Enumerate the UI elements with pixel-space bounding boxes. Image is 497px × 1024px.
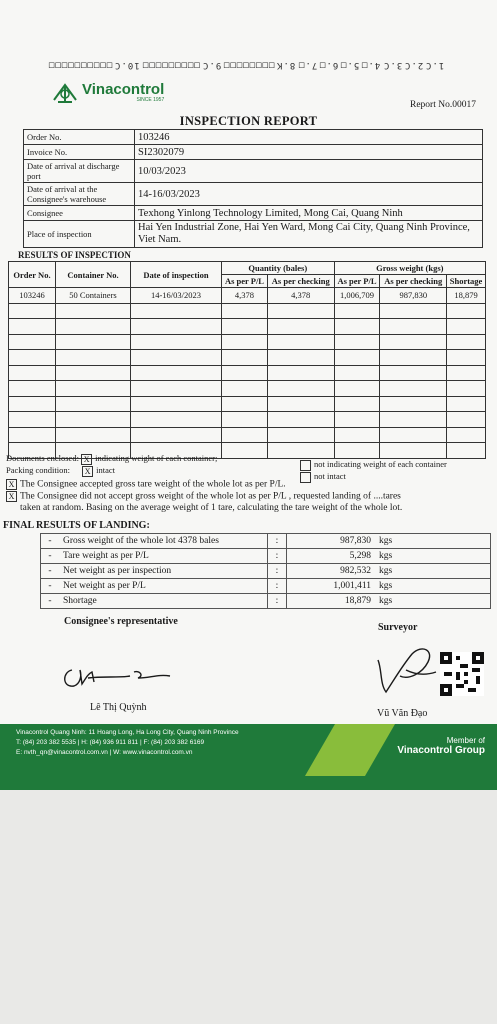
final-dash: - — [41, 549, 60, 564]
header-value: 10/03/2023 — [135, 160, 483, 183]
consignee-representative-label: Consignee's representative — [64, 616, 178, 627]
empty-cell — [267, 319, 334, 335]
checkbox-indicating-weight[interactable]: X — [81, 454, 92, 465]
empty-cell — [222, 303, 268, 319]
empty-cell — [380, 381, 447, 397]
footer-line: T: (84) 203 382 5535 | H: (84) 936 911 811 | F: (84) 203 382 6169 — [16, 739, 205, 746]
final-unit: kgs — [375, 579, 491, 594]
empty-cell — [334, 365, 380, 381]
col-header: Shortage — [447, 275, 486, 288]
empty-cell — [222, 381, 268, 397]
final-row — [41, 579, 491, 594]
empty-cell — [267, 381, 334, 397]
final-row — [41, 564, 491, 579]
empty-cell — [56, 381, 131, 397]
empty-cell — [447, 396, 486, 412]
empty-cell — [131, 303, 222, 319]
header-row — [24, 145, 483, 160]
empty-cell — [56, 334, 131, 350]
page-title: INSPECTION REPORT — [179, 114, 318, 128]
table-cell: 4,378 — [222, 288, 268, 304]
consignee-rejected-text: The Consignee did not accept gross weight of the whole lot as per P/L , requested landing of ....tares — [20, 491, 401, 502]
empty-cell — [447, 334, 486, 350]
final-value: 987,830 — [287, 534, 376, 549]
bleed-mark: 3.C — [382, 60, 402, 70]
col-header: As per P/L — [222, 275, 268, 288]
empty-cell — [447, 365, 486, 381]
empty-cell — [267, 427, 334, 443]
empty-table-row — [9, 303, 486, 319]
final-label: Tare weight as per P/L — [59, 549, 268, 564]
table-cell: 18,879 — [447, 288, 486, 304]
final-unit: kgs — [375, 549, 491, 564]
documents-enclosed-line — [6, 453, 217, 465]
final-value: 982,532 — [287, 564, 376, 579]
header-row — [24, 206, 483, 221]
empty-cell — [9, 319, 56, 335]
final-label: Shortage — [59, 594, 268, 609]
empty-cell — [447, 319, 486, 335]
results-title: RESULTS OF INSPECTION — [18, 250, 131, 260]
final-dash: - — [41, 579, 60, 594]
header-label: Invoice No. — [24, 145, 135, 160]
header-value: 14-16/03/2023 — [135, 183, 483, 206]
empty-cell — [9, 412, 56, 428]
surveyor-signature — [372, 640, 442, 700]
empty-cell — [222, 319, 268, 335]
empty-cell — [334, 319, 380, 335]
empty-cell — [334, 334, 380, 350]
bleed-mark: 10.C — [114, 60, 140, 70]
empty-cell — [380, 427, 447, 443]
col-header: Date of inspection — [131, 262, 222, 288]
documents-not-indicating-line — [300, 459, 447, 471]
empty-cell — [56, 412, 131, 428]
final-dash: - — [41, 594, 60, 609]
consignee-name: Lê Thị Quỳnh — [90, 702, 147, 713]
report-number: Report No.00017 — [410, 100, 476, 110]
packing-label: Packing condition: — [6, 465, 70, 475]
brand-name: Vinacontrol — [82, 81, 165, 98]
checkbox-label: indicating weight of each container; — [95, 453, 218, 463]
empty-table-row — [9, 381, 486, 397]
final-value: 5,298 — [287, 549, 376, 564]
empty-cell — [334, 396, 380, 412]
empty-cell — [131, 365, 222, 381]
footer-band — [0, 724, 497, 790]
scales-logo-icon — [52, 82, 78, 104]
empty-cell — [222, 427, 268, 443]
empty-cell — [56, 319, 131, 335]
empty-cell — [380, 443, 447, 459]
empty-cell — [380, 303, 447, 319]
empty-cell — [9, 381, 56, 397]
header-value: SI2302079 — [135, 145, 483, 160]
bleed-mark: 7.□ — [297, 60, 317, 70]
header-row — [24, 160, 483, 183]
header-label: Consignee — [24, 206, 135, 221]
empty-cell — [9, 350, 56, 366]
table-cell: 50 Containers — [56, 288, 131, 304]
bleed-mark: □□□□□□□□□□ — [48, 60, 113, 70]
empty-cell — [447, 303, 486, 319]
col-header: Order No. — [9, 262, 56, 288]
empty-cell — [267, 443, 334, 459]
checkbox-label: not intact — [314, 471, 346, 481]
empty-cell — [9, 396, 56, 412]
consignee-rejected-line — [6, 491, 486, 503]
final-dash: - — [41, 564, 60, 579]
empty-cell — [334, 381, 380, 397]
header-value: 103246 — [135, 130, 483, 145]
empty-cell — [447, 427, 486, 443]
empty-cell — [9, 427, 56, 443]
empty-cell — [380, 396, 447, 412]
empty-cell — [222, 396, 268, 412]
final-unit: kgs — [375, 594, 491, 609]
final-colon: : — [268, 579, 287, 594]
checkbox-consignee-accepted[interactable]: X — [6, 479, 17, 490]
final-value: 18,879 — [287, 594, 376, 609]
empty-cell — [267, 365, 334, 381]
empty-cell — [267, 350, 334, 366]
empty-table-row — [9, 365, 486, 381]
documents-label: Documents enclosed: — [6, 453, 79, 463]
empty-cell — [56, 396, 131, 412]
member-group-name: Vinacontrol Group — [397, 745, 485, 756]
col-header: As per P/L — [334, 275, 380, 288]
empty-cell — [447, 381, 486, 397]
bleed-mark: 6.□ — [318, 60, 339, 70]
footer-address — [16, 728, 239, 758]
empty-cell — [131, 396, 222, 412]
table-cell: 987,830 — [380, 288, 447, 304]
bleed-mark: 9.C — [201, 60, 221, 70]
checkbox-not-indicating-weight[interactable] — [300, 460, 311, 471]
empty-cell — [334, 412, 380, 428]
footer-line: Vinacontrol Quang Ninh: 11 Hoang Long, Ha Long City, Quang Ninh Province — [16, 729, 239, 736]
empty-cell — [222, 350, 268, 366]
results-table — [8, 261, 486, 459]
final-dash: - — [41, 534, 60, 549]
final-unit: kgs — [375, 564, 491, 579]
empty-cell — [267, 412, 334, 428]
bleed-mark: 4.□ — [361, 60, 381, 70]
header-value: Hai Yen Industrial Zone, Hai Yen Ward, Mong Cai City, Quang Ninh Province, Viet Nam. — [135, 221, 483, 248]
empty-cell — [334, 443, 380, 459]
bleed-mark: 2.C — [403, 60, 424, 70]
empty-cell — [267, 334, 334, 350]
checkbox-label: not indicating weight of each container — [314, 459, 447, 469]
empty-cell — [334, 303, 380, 319]
col-header: Container No. — [56, 262, 131, 288]
col-header: As per checking — [380, 275, 447, 288]
empty-cell — [267, 303, 334, 319]
empty-table-row — [9, 350, 486, 366]
empty-cell — [447, 350, 486, 366]
bleed-through-marks — [0, 0, 497, 70]
empty-cell — [380, 350, 447, 366]
packing-condition-line — [6, 465, 115, 477]
group-header: Quantity (bales) — [222, 262, 335, 275]
final-unit: kgs — [375, 534, 491, 549]
member-of-group — [397, 736, 485, 756]
table-cell: 103246 — [9, 288, 56, 304]
packing-not-intact-line — [300, 471, 346, 483]
empty-cell — [267, 396, 334, 412]
table-cell: 1,006,709 — [334, 288, 380, 304]
final-label: Gross weight of the whole lot 4378 bales — [59, 534, 268, 549]
header-row — [24, 221, 483, 248]
empty-cell — [380, 319, 447, 335]
final-row — [41, 534, 491, 549]
final-colon: : — [268, 564, 287, 579]
final-colon: : — [268, 549, 287, 564]
footer-accent-stripe — [305, 724, 395, 776]
consignee-accepted-text: The Consignee accepted gross tare weight of the whole lot as per P/L. — [20, 479, 286, 490]
checkbox-intact[interactable]: X — [82, 466, 93, 477]
empty-cell — [9, 303, 56, 319]
empty-table-row — [9, 319, 486, 335]
empty-cell — [131, 412, 222, 428]
header-label: Place of inspection — [24, 221, 135, 248]
empty-cell — [222, 365, 268, 381]
bleed-mark: □□□□□□□□ — [222, 60, 275, 70]
table-row — [9, 288, 486, 304]
header-row — [24, 183, 483, 206]
empty-rows — [9, 303, 486, 458]
consignee-accepted-line — [6, 479, 286, 491]
bleed-mark: □□□□□□□□□ — [141, 60, 200, 70]
brand-since: SINCE 1957 — [136, 97, 165, 103]
header-info-table — [23, 129, 483, 248]
col-header: As per checking — [267, 275, 334, 288]
empty-cell — [56, 350, 131, 366]
empty-cell — [222, 443, 268, 459]
empty-cell — [222, 334, 268, 350]
empty-cell — [56, 303, 131, 319]
surveyor-name: Vũ Văn Đạo — [377, 708, 428, 719]
footer-line: E: nvth_qn@vinacontrol.com.vn | W: www.vinacontrol.com.vn — [16, 749, 193, 756]
vinacontrol-logo — [52, 82, 164, 104]
table-cell: 4,378 — [267, 288, 334, 304]
bleed-mark: 1.C — [425, 60, 445, 70]
header-label: Date of arrival at discharge port — [24, 160, 135, 183]
empty-cell — [131, 319, 222, 335]
checkbox-label: intact — [96, 465, 115, 475]
empty-cell — [56, 365, 131, 381]
empty-table-row — [9, 334, 486, 350]
bleed-mark: 5.□ — [340, 60, 360, 70]
empty-cell — [222, 412, 268, 428]
empty-table-row — [9, 412, 486, 428]
final-results-table — [40, 533, 491, 609]
checkbox-not-intact[interactable] — [300, 472, 311, 483]
empty-cell — [334, 427, 380, 443]
consignee-rejected-continued: taken at random. Basing on the average weight of 1 tare, calculating the tare weight of the whole lot. — [20, 503, 403, 513]
final-value: 1,001,411 — [287, 579, 376, 594]
empty-cell — [131, 350, 222, 366]
header-value: Texhong Yinlong Technology Limited, Mong Cai, Quang Ninh — [135, 206, 483, 221]
final-results-title: FINAL RESULTS OF LANDING: — [3, 520, 150, 531]
empty-cell — [131, 427, 222, 443]
final-colon: : — [268, 594, 287, 609]
qr-code-icon — [440, 652, 484, 696]
header-row — [24, 130, 483, 145]
empty-cell — [380, 334, 447, 350]
final-colon: : — [268, 534, 287, 549]
final-label: Net weight as per P/L — [59, 579, 268, 594]
empty-cell — [9, 365, 56, 381]
empty-cell — [447, 443, 486, 459]
bleed-mark: 8.K — [276, 60, 296, 70]
final-row — [41, 549, 491, 564]
empty-cell — [131, 381, 222, 397]
empty-cell — [334, 350, 380, 366]
empty-cell — [131, 334, 222, 350]
table-cell: 14-16/03/2023 — [131, 288, 222, 304]
empty-cell — [380, 365, 447, 381]
member-of-label: Member of — [446, 736, 485, 745]
header-label: Date of arrival at the Consignee's warehouse — [24, 183, 135, 206]
empty-cell — [447, 412, 486, 428]
group-header: Gross weight (kgs) — [334, 262, 485, 275]
final-label: Net weight as per inspection — [59, 564, 268, 579]
surveyor-label: Surveyor — [378, 622, 418, 633]
empty-table-row — [9, 427, 486, 443]
consignee-signature — [58, 648, 178, 692]
checkbox-consignee-rejected[interactable]: X — [6, 491, 17, 502]
final-row — [41, 594, 491, 609]
empty-cell — [9, 334, 56, 350]
empty-cell — [380, 412, 447, 428]
empty-cell — [56, 427, 131, 443]
header-label: Order No. — [24, 130, 135, 145]
empty-table-row — [9, 396, 486, 412]
